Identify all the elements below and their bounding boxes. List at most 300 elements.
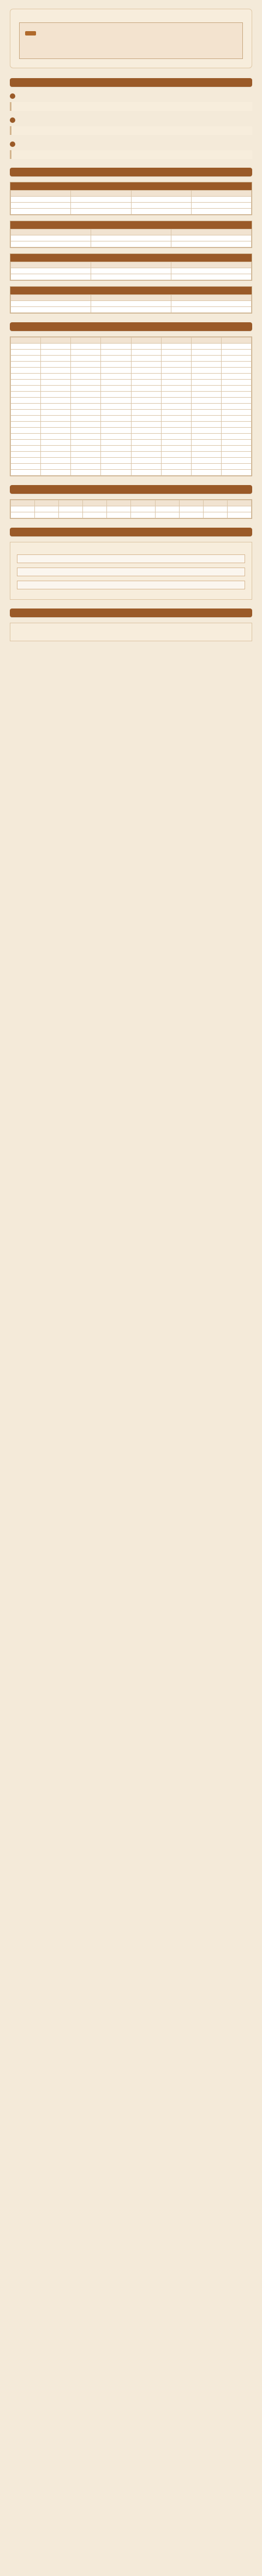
table-header	[11, 190, 71, 196]
table-cell	[171, 268, 252, 274]
table-cell	[203, 506, 227, 512]
table-row	[11, 409, 252, 415]
table-cell	[91, 241, 171, 247]
table-cell	[11, 463, 41, 469]
table-cell	[11, 373, 41, 379]
table-header	[107, 500, 131, 506]
table-cell	[71, 349, 101, 355]
table-header	[71, 337, 101, 343]
table-cell	[161, 361, 191, 367]
table-row	[11, 208, 252, 214]
table-cell	[101, 373, 131, 379]
table-caption	[10, 254, 252, 262]
table-cell	[71, 355, 101, 361]
table-cell	[221, 463, 251, 469]
table-header	[71, 190, 131, 196]
table-cell	[101, 343, 131, 349]
table-cell	[59, 512, 83, 518]
table-cell	[71, 343, 101, 349]
data-table	[10, 500, 252, 518]
table-cell	[41, 397, 71, 403]
table-cell	[191, 433, 221, 439]
table-cell	[71, 391, 101, 397]
table-cell	[171, 235, 252, 241]
table-cell	[71, 208, 131, 214]
table-cell	[107, 506, 131, 512]
table-cell	[71, 379, 101, 385]
table-cell	[161, 373, 191, 379]
table-caption	[10, 182, 252, 190]
table-cell	[171, 241, 252, 247]
table-cell	[71, 421, 101, 427]
table-cell	[101, 385, 131, 391]
table-row	[11, 349, 252, 355]
table-cell	[191, 445, 221, 451]
table-cell	[191, 403, 221, 409]
table-cell	[11, 241, 91, 247]
received-table	[10, 336, 252, 476]
problems-item	[17, 581, 245, 589]
table-cell	[41, 403, 71, 409]
table-header	[155, 500, 179, 506]
table-header	[11, 262, 91, 268]
table-cell	[41, 379, 71, 385]
table-cell	[91, 268, 171, 274]
table-header-row	[11, 294, 252, 300]
table-row	[11, 385, 252, 391]
table-cell	[191, 361, 221, 367]
table-cell	[161, 427, 191, 433]
table-cell	[221, 379, 251, 385]
table-cell	[161, 367, 191, 373]
table-cell	[131, 409, 161, 415]
table-cell	[191, 421, 221, 427]
table-cell	[131, 506, 155, 512]
table-cell	[221, 469, 251, 475]
table-header	[131, 337, 161, 343]
subsection-text	[10, 102, 252, 111]
table-cell	[71, 196, 131, 202]
table-cell	[131, 385, 161, 391]
table-cell	[41, 433, 71, 439]
table-row	[11, 391, 252, 397]
proactive-table-1	[10, 182, 252, 215]
table-cell	[131, 391, 161, 397]
table-header	[161, 337, 191, 343]
table-cell	[41, 439, 71, 445]
table-header-row	[11, 337, 252, 343]
table-cell	[11, 439, 41, 445]
table-cell	[221, 391, 251, 397]
table-cell	[221, 403, 251, 409]
subsection-text	[10, 126, 252, 135]
table-cell	[179, 506, 203, 512]
table-row	[11, 300, 252, 306]
table-cell	[11, 469, 41, 475]
intro-card	[10, 9, 252, 68]
table-cell	[131, 421, 161, 427]
table-cell	[191, 373, 221, 379]
data-table	[10, 190, 252, 215]
table-cell	[71, 445, 101, 451]
table-cell	[221, 445, 251, 451]
table-cell	[191, 391, 221, 397]
table-cell	[71, 202, 131, 208]
table-cell	[221, 427, 251, 433]
table-cell	[221, 349, 251, 355]
proactive-table-2	[10, 221, 252, 248]
table-row	[11, 379, 252, 385]
table-cell	[171, 274, 252, 280]
table-cell	[11, 403, 41, 409]
table-cell	[191, 397, 221, 403]
table-header	[227, 500, 251, 506]
table-row	[11, 235, 252, 241]
table-cell	[41, 385, 71, 391]
data-table	[10, 294, 252, 313]
table-cell	[71, 409, 101, 415]
table-row	[11, 415, 252, 421]
section-title-reconsideration	[10, 485, 252, 494]
table-row	[11, 433, 252, 439]
table-cell	[11, 349, 41, 355]
table-cell	[11, 361, 41, 367]
table-header	[191, 337, 221, 343]
table-cell	[221, 355, 251, 361]
overall-subsection	[10, 141, 252, 159]
table-cell	[161, 385, 191, 391]
table-cell	[161, 445, 191, 451]
table-cell	[171, 306, 252, 312]
table-cell	[11, 343, 41, 349]
table-cell	[91, 274, 171, 280]
subsection-heading	[10, 141, 252, 147]
table-cell	[11, 235, 91, 241]
table-cell	[161, 433, 191, 439]
table-header	[221, 337, 251, 343]
table-cell	[11, 512, 35, 518]
section-title-received	[10, 322, 252, 331]
table-cell	[11, 385, 41, 391]
table-cell	[131, 403, 161, 409]
table-cell	[11, 451, 41, 457]
table-row	[11, 274, 252, 280]
bullet-dot-icon	[10, 117, 15, 123]
table-cell	[41, 445, 71, 451]
table-cell	[191, 409, 221, 415]
table-cell	[83, 512, 107, 518]
table-cell	[221, 415, 251, 421]
table-cell	[131, 463, 161, 469]
table-cell	[91, 300, 171, 306]
table-cell	[221, 361, 251, 367]
bullet-dot-icon	[10, 141, 15, 147]
contact-title	[25, 31, 36, 36]
table-cell	[161, 355, 191, 361]
table-header	[91, 294, 171, 300]
table-cell	[71, 361, 101, 367]
table-cell	[131, 457, 161, 463]
table-row	[11, 373, 252, 379]
table-cell	[101, 451, 131, 457]
section-title-problems	[10, 528, 252, 536]
table-cell	[191, 427, 221, 433]
table-cell	[71, 451, 101, 457]
table-cell	[71, 415, 101, 421]
table-cell	[41, 415, 71, 421]
table-cell	[221, 385, 251, 391]
table-header	[11, 337, 41, 343]
table-header	[11, 294, 91, 300]
table-cell	[101, 445, 131, 451]
table-header	[91, 229, 171, 235]
table-header-row	[11, 262, 252, 268]
table-row	[11, 355, 252, 361]
table-cell	[191, 385, 221, 391]
table-cell	[11, 196, 71, 202]
table-cell	[91, 306, 171, 312]
table-cell	[41, 343, 71, 349]
table-cell	[191, 469, 221, 475]
table-header	[91, 262, 171, 268]
table-header	[41, 337, 71, 343]
section-title-other	[10, 608, 252, 617]
table-cell	[203, 512, 227, 518]
table-cell	[41, 349, 71, 355]
table-cell	[101, 355, 131, 361]
table-header-row	[11, 500, 252, 506]
table-cell	[131, 349, 161, 355]
table-cell	[11, 300, 91, 306]
table-cell	[161, 469, 191, 475]
table-header	[131, 500, 155, 506]
table-cell	[41, 409, 71, 415]
section-title-proactive	[10, 168, 252, 176]
table-cell	[101, 439, 131, 445]
table-cell	[71, 469, 101, 475]
table-cell	[41, 373, 71, 379]
table-cell	[161, 409, 191, 415]
table-cell	[41, 457, 71, 463]
table-cell	[221, 367, 251, 373]
table-cell	[131, 427, 161, 433]
table-cell	[107, 512, 131, 518]
table-cell	[161, 439, 191, 445]
table-caption	[10, 287, 252, 294]
problems-item	[17, 568, 245, 576]
table-cell	[221, 409, 251, 415]
table-cell	[131, 512, 155, 518]
table-cell	[191, 457, 221, 463]
table-header	[59, 500, 83, 506]
table-cell	[191, 208, 251, 214]
table-cell	[161, 421, 191, 427]
table-cell	[101, 397, 131, 403]
table-cell	[71, 457, 101, 463]
table-header	[191, 190, 251, 196]
table-cell	[191, 451, 221, 457]
table-cell	[131, 202, 191, 208]
table-cell	[71, 433, 101, 439]
bullet-dot-icon	[10, 93, 15, 99]
other-card	[10, 623, 252, 641]
table-cell	[131, 415, 161, 421]
table-cell	[101, 403, 131, 409]
table-cell	[221, 433, 251, 439]
table-cell	[11, 427, 41, 433]
table-cell	[41, 367, 71, 373]
table-cell	[161, 457, 191, 463]
table-cell	[161, 343, 191, 349]
table-cell	[11, 355, 41, 361]
table-cell	[179, 512, 203, 518]
table-cell	[71, 439, 101, 445]
table-cell	[221, 439, 251, 445]
table-cell	[41, 391, 71, 397]
table-cell	[71, 463, 101, 469]
table-cell	[101, 379, 131, 385]
table-cell	[191, 196, 251, 202]
table-header	[203, 500, 227, 506]
table-cell	[71, 367, 101, 373]
problems-item	[17, 554, 245, 563]
contact-box	[19, 22, 243, 59]
table-cell	[101, 427, 131, 433]
table-cell	[101, 367, 131, 373]
table-cell	[191, 355, 221, 361]
table-cell	[71, 403, 101, 409]
table-row	[11, 451, 252, 457]
table-cell	[155, 506, 179, 512]
table-cell	[35, 512, 59, 518]
table-cell	[11, 268, 91, 274]
table-row	[11, 439, 252, 445]
table-row	[11, 463, 252, 469]
table-cell	[101, 391, 131, 397]
table-cell	[221, 343, 251, 349]
table-cell	[11, 409, 41, 415]
table-cell	[227, 506, 251, 512]
table-cell	[101, 415, 131, 421]
table-cell	[155, 512, 179, 518]
overall-subsection	[10, 117, 252, 135]
table-cell	[131, 373, 161, 379]
table-cell	[11, 306, 91, 312]
table-cell	[191, 415, 221, 421]
table-cell	[11, 367, 41, 373]
table-cell	[59, 506, 83, 512]
table-header-row	[11, 190, 252, 196]
table-cell	[131, 397, 161, 403]
table-cell	[131, 433, 161, 439]
table-cell	[101, 457, 131, 463]
table-cell	[161, 403, 191, 409]
table-row	[11, 445, 252, 451]
reconsideration-table	[10, 499, 252, 519]
table-cell	[131, 451, 161, 457]
table-cell	[191, 202, 251, 208]
table-cell	[227, 512, 251, 518]
table-cell	[11, 274, 91, 280]
table-cell	[91, 235, 171, 241]
table-row	[11, 427, 252, 433]
table-caption	[10, 221, 252, 229]
table-cell	[11, 202, 71, 208]
table-header	[171, 229, 252, 235]
table-header	[171, 294, 252, 300]
table-cell	[71, 385, 101, 391]
table-cell	[11, 421, 41, 427]
table-row	[11, 403, 252, 409]
table-cell	[131, 343, 161, 349]
table-cell	[161, 397, 191, 403]
table-cell	[41, 463, 71, 469]
subsection-text	[10, 150, 252, 159]
table-row	[11, 241, 252, 247]
table-cell	[131, 196, 191, 202]
section-title-overall	[10, 78, 252, 87]
table-cell	[191, 367, 221, 373]
data-table	[10, 229, 252, 247]
table-row	[11, 457, 252, 463]
table-cell	[83, 506, 107, 512]
table-cell	[11, 391, 41, 397]
table-cell	[41, 361, 71, 367]
table-cell	[101, 349, 131, 355]
table-header	[83, 500, 107, 506]
table-cell	[41, 355, 71, 361]
table-row	[11, 506, 252, 512]
table-cell	[41, 427, 71, 433]
table-cell	[101, 361, 131, 367]
table-cell	[71, 427, 101, 433]
problems-card	[10, 542, 252, 600]
table-cell	[191, 343, 221, 349]
table-cell	[131, 208, 191, 214]
table-cell	[191, 463, 221, 469]
table-cell	[171, 300, 252, 306]
table-cell	[191, 379, 221, 385]
table-cell	[41, 451, 71, 457]
table-cell	[11, 433, 41, 439]
table-row	[11, 268, 252, 274]
table-cell	[221, 373, 251, 379]
table-cell	[161, 463, 191, 469]
table-header	[131, 190, 191, 196]
table-cell	[41, 469, 71, 475]
table-cell	[131, 361, 161, 367]
table-cell	[221, 421, 251, 427]
table-cell	[11, 506, 35, 512]
table-cell	[131, 439, 161, 445]
table-row	[11, 306, 252, 312]
table-cell	[11, 415, 41, 421]
table-row	[11, 421, 252, 427]
table-cell	[221, 397, 251, 403]
data-table	[10, 337, 252, 476]
table-row	[11, 196, 252, 202]
table-row	[11, 202, 252, 208]
table-header	[11, 229, 91, 235]
table-cell	[161, 415, 191, 421]
table-row	[11, 367, 252, 373]
table-cell	[35, 506, 59, 512]
table-cell	[161, 379, 191, 385]
table-cell	[11, 457, 41, 463]
proactive-table-4	[10, 286, 252, 314]
table-row	[11, 397, 252, 403]
table-cell	[71, 397, 101, 403]
